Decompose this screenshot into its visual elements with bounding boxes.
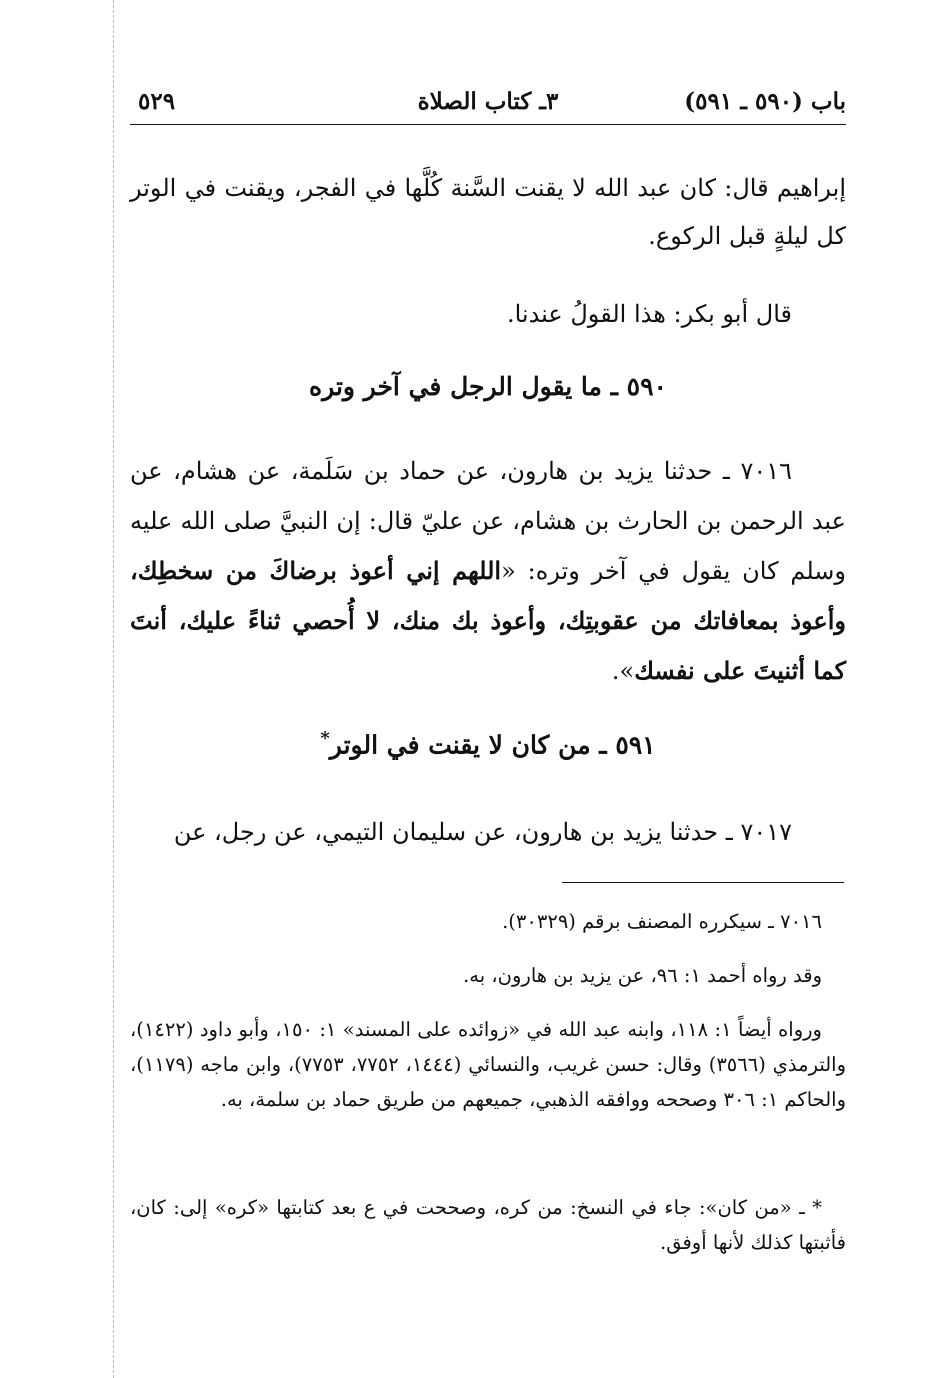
chapter-590-heading: ٥٩٠ ـ ما يقول الرجل في آخر وتره <box>309 372 667 401</box>
hadith-7016-dua: اللهم إني أعوذ برضاكَ من سخطِك، وأعوذ بمعافاتك من عقوبتِك، وأعوذ بك منك، لا أُحصي ثناءً عليك، أنتَ كما أثنيتَ على نفسك <box>130 556 846 685</box>
footnote-other-sources: ورواه أيضاً ١: ١١٨، وابنه عبد الله في «زوائده على المسند» ١: ١٥٠، وأبو داود (١٤٢٢)، والترمذي (٣٥٦٦) وقال: حسن غريب، والنسائي (١٤٤٤، ٧٧٥٢، ٧٧٥٣)، وابن ماجه (١١٧٩)، والحاكم ١: ٣٠٦ وصححه ووافقه الذهبي، جميعهم من طريق حماد بن سلمة، به. <box>130 1018 847 1111</box>
footnote-rule <box>562 882 844 883</box>
chapter-591-title: ٥٩١ ـ من كان لا يقنت في الوتر <box>329 730 656 760</box>
hadith-7017: ٧٠١٧ ـ حدثنا يزيد بن هارون، عن سليمان التيمي، عن رجل، عن <box>173 818 792 846</box>
hadith-7016-chain: ٧٠١٦ ـ حدثنا يزيد بن هارون، عن حماد بن سَلَمة، عن هشام، عن عبد الرحمن بن الحارث بن هشام، عن عليّ قال: إن النبيَّ صلى الله عليه وسلم كان يقول في آخر وتره: « <box>130 457 846 585</box>
footnote-star-note: * ـ «من كان»: جاء في النسخ: من كره، وصححت في ع بعد كتابتها «كره» إلى: كان، فأثبتها كذلك لأنها أوفق. <box>130 1196 846 1254</box>
page-header <box>130 88 846 122</box>
footnote-7016: ٧٠١٦ ـ سيكرره المصنف برقم (٣٠٣٢٩). <box>502 910 822 933</box>
footnote-marker: * <box>320 728 330 749</box>
footnote-ahmad: وقد رواه أحمد ١: ٩٦، عن يزيد بن هارون، به. <box>463 964 822 987</box>
chapter-range: باب (٥٩٠ ـ ٥٩١) <box>684 88 846 115</box>
chapter-591-heading <box>130 728 846 759</box>
hadith-7016 <box>130 446 846 696</box>
page-gutter-line <box>113 0 114 1378</box>
book-page <box>130 0 846 1378</box>
page-number: ٥٢٩ <box>138 88 176 115</box>
header-rule <box>130 124 846 125</box>
book-title: ٣ـ كتاب الصلاة <box>417 88 559 115</box>
author-comment: قال أبو بكر: هذا القولُ عندنا. <box>506 300 792 328</box>
intro-paragraph: إبراهيم قال: كان عبد الله لا يقنت السَّنة كُلَّها في الفجر، ويقنت في الوتر كل ليلةٍ قبل الركوع. <box>130 174 846 250</box>
hadith-7016-close: ». <box>611 657 635 685</box>
